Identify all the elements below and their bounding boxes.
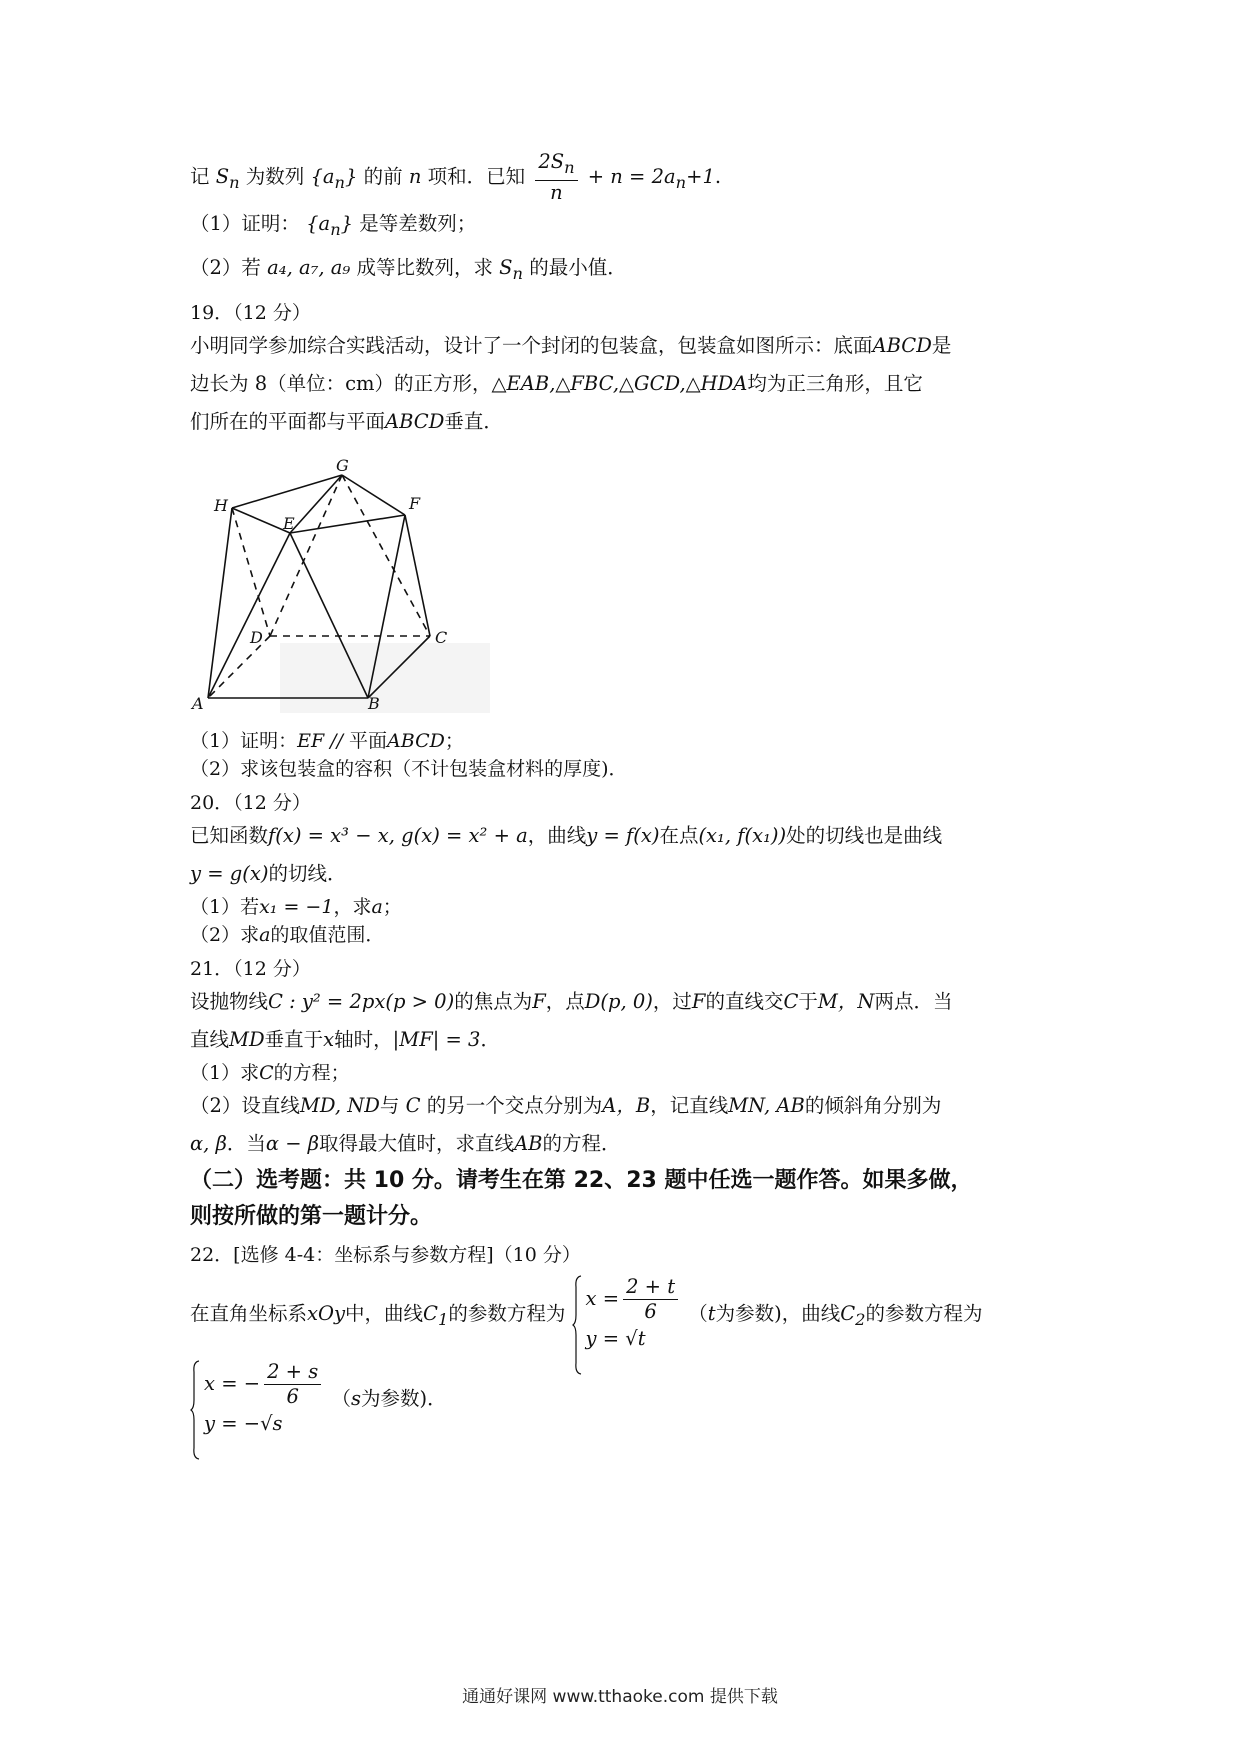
- q21-header: 21．（12 分）: [190, 957, 311, 980]
- q20-text-line2: y = g(x)的切线．: [190, 861, 347, 885]
- vertex-label-G: G: [336, 455, 349, 475]
- q19-header: 19．（12 分）: [190, 301, 311, 324]
- q19-text-line3: 们所在的平面都与平面ABCD垂直．: [190, 409, 503, 433]
- vertex-label-H: H: [214, 495, 228, 515]
- q20-text-line1: 已知函数f(x) = x³ − x, g(x) = x² + a，曲线y = f(x)在点(x₁, f(x₁))处的切线也是曲线: [190, 823, 943, 847]
- vertex-label-E: E: [283, 513, 295, 533]
- q19-text-line2: 边长为 8（单位：cm）的正方形，△EAB,△FBC,△GCD,△HDA均为正三角形，且它: [190, 371, 923, 395]
- q21-part1: （1）求C的方程；: [190, 1061, 350, 1084]
- edge-FC: [405, 515, 430, 636]
- edge-GD: [270, 475, 342, 636]
- q21-text-line1: 设抛物线C : y² = 2px(p > 0)的焦点为F，点D(p, 0)，过F的直线交C于M，N两点．当: [190, 989, 953, 1013]
- vertex-label-D: D: [250, 627, 263, 647]
- q18-part2: （2）若 a₄, a₇, a₉ 成等比数列，求 $S_n$ 的最小值．: [190, 255, 627, 283]
- q18-statement: 记 $S_n$ 为数列 $\{a_n\}$ 的前 n 项和．已知 $\frac{2S_n}{n}$ + $n = 2a_n+1$.: [190, 150, 722, 204]
- edge-HA: [208, 508, 232, 698]
- q18-part1: （1）证明： $\{a_n\}$ 是等差数列；: [190, 211, 477, 239]
- vertex-label-F: F: [409, 493, 421, 513]
- q22-text-line2: x = − $\frac{2 + s}{6}$ y = −√s （s为参数)．: [190, 1360, 1060, 1439]
- c2-parametric-system: x = − $\frac{2 + s}{6}$ y = −√s: [190, 1360, 325, 1439]
- q21-text-line2: 直线MD垂直于x轴时，|MF| = 3．: [190, 1027, 500, 1051]
- edge-HD: [232, 508, 270, 636]
- box-diagram: [190, 453, 500, 723]
- q20-header: 20．（12 分）: [190, 791, 311, 814]
- q19-part1: （1）证明：EF // 平面ABCD；: [190, 729, 464, 752]
- fraction-2sn-over-n: $\frac{2S_n}{n}$: [535, 150, 577, 205]
- q21-part2-line2: α, β．当α − β取得最大值时，求直线AB的方程．: [190, 1131, 621, 1155]
- brace-icon: [572, 1275, 582, 1375]
- edge-GH: [232, 475, 342, 508]
- q22-text-line1: 在直角坐标系xOy中，曲线$C_1$的参数方程为 x = $\frac{2 + t}{6}$ y = √t （t为参数)，曲线$C_2$的参数方程为: [190, 1275, 1060, 1354]
- q20-part2: （2）求a的取值范围．: [190, 923, 385, 946]
- packaging-box-figure: [190, 453, 500, 723]
- edge-HE: [232, 508, 290, 533]
- vertex-label-A: A: [192, 693, 204, 713]
- q21-part2-line1: （2）设直线MD, ND与 C 的另一个交点分别为A，B，记直线MN, AB的倾斜角分别为: [190, 1093, 942, 1117]
- section2-line1: （二）选考题：共 10 分。请考生在第 22、23 题中任选一题作答。如果多做，: [190, 1167, 973, 1193]
- edge-EF: [290, 515, 405, 533]
- edge-GE: [290, 475, 342, 533]
- page-content: [190, 150, 1060, 1439]
- scan-shading: [280, 643, 490, 713]
- q19-part2: （2）求该包装盒的容积（不计包装盒材料的厚度)．: [190, 757, 628, 780]
- brace-icon: [190, 1360, 200, 1460]
- edge-EA: [208, 533, 290, 698]
- vertex-label-C: C: [435, 627, 448, 647]
- edge-GF: [342, 475, 405, 515]
- vertex-label-B: B: [368, 693, 380, 713]
- c1-parametric-system: x = $\frac{2 + t}{6}$ y = √t: [572, 1275, 683, 1354]
- section2-line2: 则按所做的第一题计分。: [190, 1203, 433, 1229]
- q22-header: 22．[选修 4-4：坐标系与参数方程]（10 分）: [190, 1243, 581, 1266]
- q20-part1: （1）若x₁ = −1，求a；: [190, 895, 402, 918]
- page-footer: 通通好课网 www.tthaoke.com 提供下载: [462, 1687, 778, 1707]
- q19-text-line1: 小明同学参加综合实践活动，设计了一个封闭的包装盒，包装盒如图所示：底面ABCD是: [190, 333, 952, 357]
